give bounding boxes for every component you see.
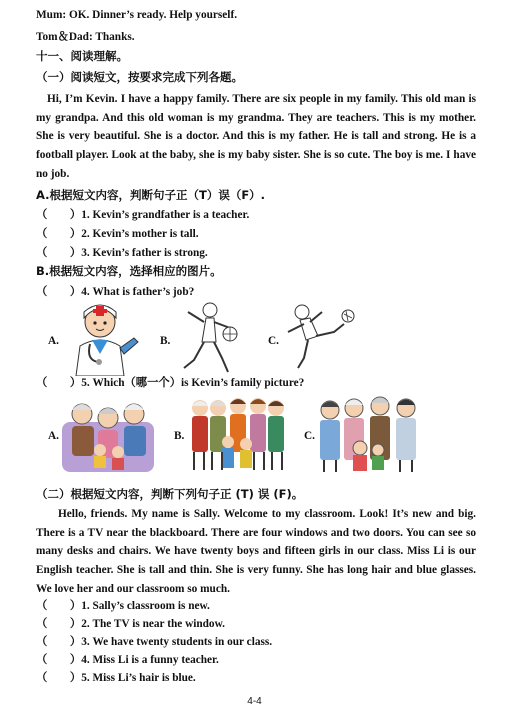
family-picture-b	[188, 394, 288, 476]
part1-passage: Hi, I’m Kevin. I have a happy family. There are six people in my family. This old man is my grandpa. And this old woman is my grandma. They are teachers. This is my mother. She is very beautiful. She is a doctor. And this is my father. He is tall and strong. He is a football player. Look at the baby, she is my baby sister. She is so cute. The boy is me. I have no job.	[36, 93, 476, 180]
dialog-line-2: Tom＆Dad: Thanks.	[36, 31, 135, 43]
football-player-picture	[282, 298, 356, 372]
page-number: 4-4	[247, 696, 262, 707]
q5-option-a-label: A.	[48, 430, 59, 442]
question-b5: （ ）5. Which（哪一个）is Kevin’s family picture?	[36, 377, 305, 389]
question-c3: （ ）3. We have twenty students in our class.	[36, 636, 273, 648]
part2-passage: Hello, friends. My name is Sally. Welcome to my classroom. Look! It’s new and big. There is a TV near the blackboard. There are four windows and two doors. You can see so many desks and chairs. We have twenty boys and fifteen girls in our class. Miss Li is our English teacher. She is tall and thin. She is very funny. She has long hair and blue glasses. We love her and our classroom so much.	[36, 508, 476, 595]
question-c4: （ ）4. Miss Li is a funny teacher.	[36, 654, 219, 666]
section-b-title: B.根据短文内容，选择相应的图片。	[36, 264, 222, 278]
q4-option-c-label: C.	[268, 335, 279, 347]
question-c1: （ ）1. Sally’s classroom is new.	[36, 600, 210, 612]
question-a2: （ ）2. Kevin’s mother is tall.	[36, 228, 199, 240]
dialog-line-1: Mum: OK. Dinner’s ready. Help yourself.	[36, 9, 238, 21]
question-a1: （ ）1. Kevin’s grandfather is a teacher.	[36, 209, 250, 221]
q5-option-c-label: C.	[304, 430, 315, 442]
question-b4: （ ）4. What is father’s job?	[36, 286, 195, 298]
basketball-player-picture	[176, 298, 246, 376]
question-a3: （ ）3. Kevin’s father is strong.	[36, 247, 208, 259]
section-a-title: A.根据短文内容，判断句子正（T）误（F）.	[36, 188, 266, 202]
section-title: 十一、阅读理解。	[36, 49, 128, 63]
family-picture-a	[60, 392, 156, 476]
question-c2: （ ）2. The TV is near the window.	[36, 618, 225, 630]
family-picture-c	[316, 392, 422, 476]
q4-option-a-label: A.	[48, 335, 59, 347]
question-c5: （ ）5. Miss Li’s hair is blue.	[36, 672, 196, 684]
part1-heading: （一）阅读短文，按要求完成下列各题。	[36, 70, 243, 84]
part2-heading: （二）根据短文内容，判断下列句子正 (T) 误 (F)。	[36, 487, 304, 501]
q5-option-b-label: B.	[174, 430, 185, 442]
q4-option-b-label: B.	[160, 335, 171, 347]
doctor-picture	[60, 298, 140, 376]
